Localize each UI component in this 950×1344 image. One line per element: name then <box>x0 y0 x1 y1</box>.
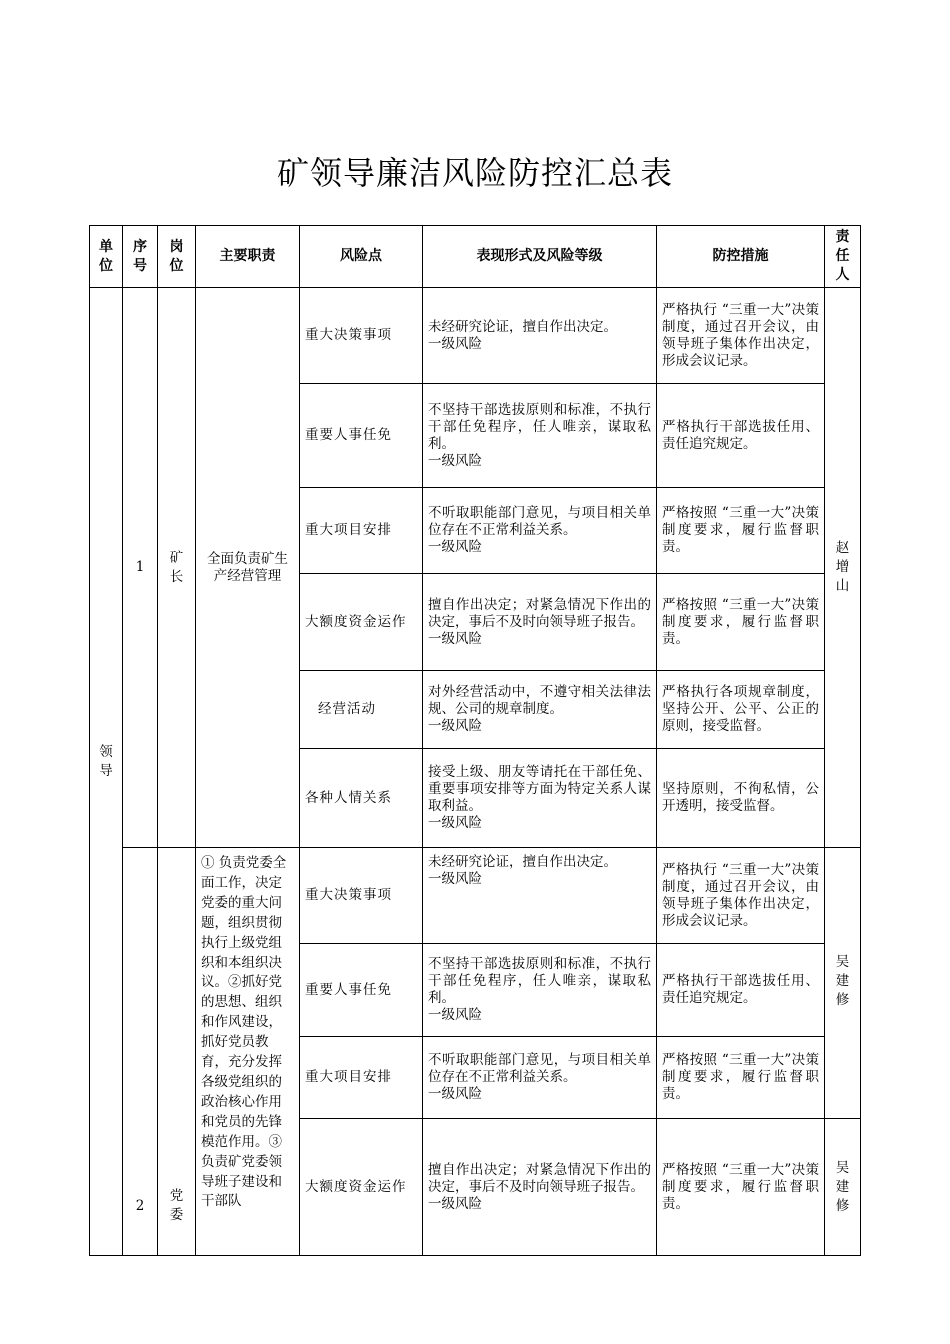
form-level: 不听取职能部门意见，与项目相关单位存在不正常利益关系。 一级风险 <box>423 488 657 574</box>
measure: 严格按照 “三重一大”决策制度要求，履行监督职责。 <box>657 1119 825 1256</box>
header-row <box>90 226 861 288</box>
duty-cell: ① 负责党委全面工作，决定党委的重大问题，组织贯彻执行上级党组织和本组织决议。②抓好党的思想、组织和作风建设，抓好党员教育，充分发挥各级党组织的政治核心作用和党员的先锋模范作用。③负责矿党委领导班子建设和干部队 <box>196 848 300 1256</box>
risk-point: 大额度资金运作 <box>300 574 423 671</box>
measure: 严格执行 “三重一大”决策制度，通过召开会议，由领导班子集体作出决定，形成会议记录。 <box>657 848 825 944</box>
header-duty: 主要职责 <box>196 226 300 288</box>
unit-cell: 领导 <box>90 288 123 1256</box>
form-level: 擅自作出决定；对紧急情况下作出的决定，事后不及时向领导班子报告。 一级风险 <box>423 574 657 671</box>
measure: 严格执行干部选拔任用、责任追究规定。 <box>657 384 825 488</box>
measure: 严格按照 “三重一大”决策制度要求，履行监督职责。 <box>657 574 825 671</box>
measure: 严格按照 “三重一大”决策制度要求，履行监督职责。 <box>657 1037 825 1119</box>
person-cell: 吴建修 <box>825 1119 861 1256</box>
risk-point: 经营活动 <box>300 671 423 749</box>
duty-cell: 全面负责矿生产经营管理 <box>196 288 300 848</box>
page-title: 矿领导廉洁风险防控汇总表 <box>276 154 673 192</box>
risk-point: 重大决策事项 <box>300 848 423 944</box>
position-cell: 党委 <box>158 848 196 1256</box>
form-level: 未经研究论证，擅自作出决定。 一级风险 <box>423 288 657 384</box>
header-form-level: 表现形式及风险等级 <box>423 226 657 288</box>
risk-table <box>89 225 861 1256</box>
header-unit: 单位 <box>90 226 123 288</box>
form-level: 接受上级、朋友等请托在干部任免、重要事项安排等方面为特定关系人谋取利益。 一级风险 <box>423 749 657 848</box>
form-level: 擅自作出决定；对紧急情况下作出的决定，事后不及时向领导班子报告。 一级风险 <box>423 1119 657 1256</box>
table-row <box>90 288 861 384</box>
risk-point: 重要人事任免 <box>300 944 423 1037</box>
form-level: 未经研究论证，擅自作出决定。 一级风险 <box>423 848 657 944</box>
measure: 严格按照 “三重一大”决策制度要求，履行监督职责。 <box>657 488 825 574</box>
person-cell: 吴建修 <box>825 848 861 1119</box>
measure: 严格执行干部选拔任用、责任追究规定。 <box>657 944 825 1037</box>
risk-point: 重大项目安排 <box>300 488 423 574</box>
risk-point: 重大决策事项 <box>300 288 423 384</box>
header-measures: 防控措施 <box>657 226 825 288</box>
risk-point: 重大项目安排 <box>300 1037 423 1119</box>
form-level: 不听取职能部门意见，与项目相关单位存在不正常利益关系。 一级风险 <box>423 1037 657 1119</box>
risk-point: 重要人事任免 <box>300 384 423 488</box>
measure: 严格执行 “三重一大”决策制度，通过召开会议，由领导班子集体作出决定，形成会议记录。 <box>657 288 825 384</box>
seq-cell: 2 <box>123 848 158 1256</box>
table-row <box>90 848 861 944</box>
risk-point: 各种人情关系 <box>300 749 423 848</box>
person-cell: 赵增山 <box>825 288 861 848</box>
risk-point: 大额度资金运作 <box>300 1119 423 1256</box>
seq-cell: 1 <box>123 288 158 848</box>
header-person: 责任人 <box>825 226 861 288</box>
position-cell: 矿长 <box>158 288 196 848</box>
form-level: 不坚持干部选拔原则和标准，不执行干部任免程序，任人唯亲，谋取私利。 一级风险 <box>423 944 657 1037</box>
header-risk-point: 风险点 <box>300 226 423 288</box>
header-position: 岗位 <box>158 226 196 288</box>
form-level: 对外经营活动中，不遵守相关法律法规、公司的规章制度。 一级风险 <box>423 671 657 749</box>
header-seq: 序号 <box>123 226 158 288</box>
measure: 坚持原则，不徇私情，公开透明，接受监督。 <box>657 749 825 848</box>
measure: 严格执行各项规章制度，坚持公开、公平、公正的原则，接受监督。 <box>657 671 825 749</box>
form-level: 不坚持干部选拔原则和标准，不执行干部任免程序，任人唯亲，谋取私利。 一级风险 <box>423 384 657 488</box>
